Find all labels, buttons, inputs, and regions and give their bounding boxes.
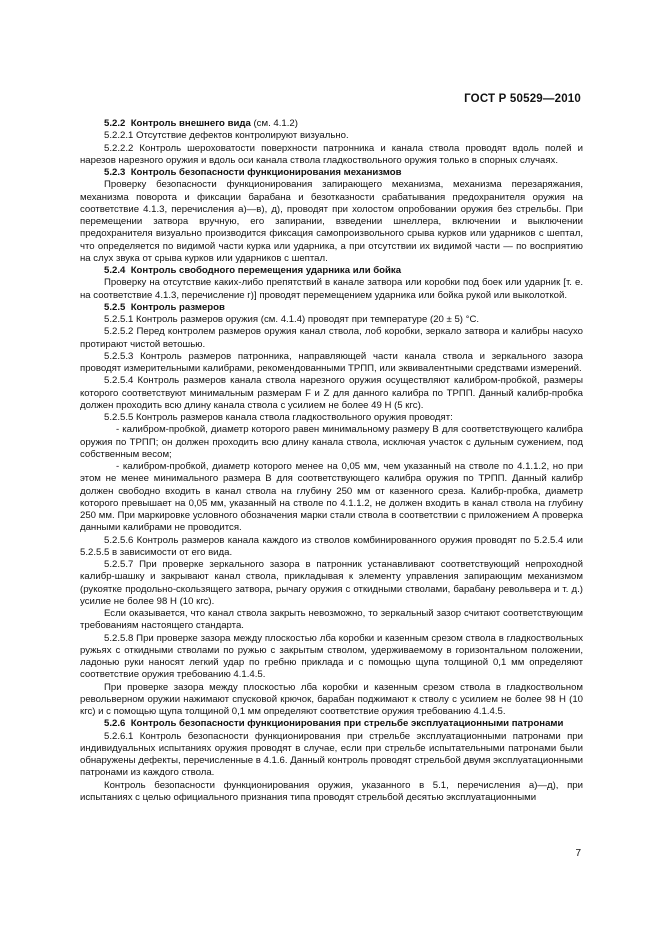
section-number: 5.2.3: [104, 167, 126, 178]
paragraph: 5.2.5.5 Контроль размеров канала ствола гладкоствольного оружия проводят:: [104, 412, 453, 423]
section-title: Контроль безопасности функционирования механизмов: [130, 167, 402, 178]
section-title: Контроль размеров: [130, 301, 225, 313]
paragraph: 5.2.5.8 При проверке зазора между плоскостью лба коробки и казенным срезом ствола в гладкоствольных ружьях с откидными стволами по ружью с закрытым стволом, удерживаемому в горизонтальном положении, ладонью руки наносят легкий удар по гребню приклада и с помощью щупа толщиной 0,1 мм определяют соответствие оружия требованию 4.1.4.5.: [80, 632, 583, 681]
paragraph: 5.2.5.6 Контроль размеров канала каждого из стволов комбинированного оружия проводят по 5.2.5.4 или 5.2.5.5 в зависимости от его вида.: [80, 534, 583, 558]
section-number: 5.2.2: [104, 118, 126, 129]
list-item: - калибром-пробкой, диаметр которого равен минимальному размеру B для соответствующего калибра оружия по ТРПП; он должен проходить всю длину канала ствола, исключая участок с дульным сужением, под собственным весом;: [80, 424, 583, 460]
paragraph: При проверке зазора между плоскостью лба коробки и казенным срезом ствола в гладкоствольном револьверном оружии нажимают спусковой крючок, барабан поджимают к стволу с усилием не более 98 Н (10 кгс) и с помощью щупа толщиной 0,1 мм определяют соответствие оружия требованию 4.1.4.5.: [80, 681, 583, 717]
paragraph: [80, 265, 583, 277]
paragraph: 5.2.5.4 Контроль размеров канала ствола нарезного оружия осуществляют калибром-пробкой, размеры которого соответствуют минимальным размерам F и Z для данного калибра по ТРПП. Данный калибр-пробка должен проходить всю длину канала ствола с усилием не более 49 Н (5 кгс).: [80, 375, 583, 411]
paragraph: [80, 718, 583, 730]
section-title: Контроль свободного перемещения ударника или бойка: [130, 265, 402, 276]
paragraph: 5.2.2.2 Контроль шероховатости поверхности патронника и канала ствола проводят вдоль полей и нарезов нарезного оружия и вдоль оси канала ствола гладкоствольного оружия только в спорных случаях.: [80, 142, 583, 166]
page-number: 7: [575, 848, 581, 859]
paragraph: 5.2.5.1 Контроль размеров оружия (см. 4.1.4) проводят при температуре (20 ± 5) °С.: [104, 314, 480, 325]
section-number: 5.2.5: [104, 301, 126, 313]
paragraph-text: (см. 4.1.2): [250, 118, 298, 129]
paragraph: 5.2.6.1 Контроль безопасности функционирования при стрельбе эксплуатационными патронами при индивидуальных испытаниях оружия проводят в случае, если при стрельбе испытательными патронами были обнаружены дефекты, перечисленные в 4.1.6. Данный контроль проводят стрельбой двумя эксплуатационными патронами из каждого ствола.: [80, 730, 583, 779]
list-item: - калибром-пробкой, диаметр которого менее на 0,05 мм, чем указанный на стволе по 4.1.1.2, но при этом не менее минимального размера B для соответствующего калибра оружия по ТРПП. Данный калибр должен свободно входить в канал ствола на глубину 250 мм от казенного среза. Калибр-пробка, диаметр которого превышает на 0,05 мм, указанный на стволе по 4.1.1.2, не должен входить в канал ствола на глубину 250 мм. При маркировке условного обозначения марки стали ствола в соответствии с приложением А проверка данными калибрами не проводится.: [80, 461, 583, 534]
paragraph: [80, 167, 583, 179]
paragraph: [80, 302, 583, 314]
paragraph: 5.2.2.1 Отсутствие дефектов контролируют визуально.: [104, 130, 349, 142]
section-title: Контроль безопасности функционирования при стрельбе эксплуатационными патронами: [130, 718, 564, 730]
paragraph: 5.2.5.7 При проверке зеркального зазора в патронник устанавливают соответствующий непроходной калибр-шашку и закрывают канал ствола, прикладывая к элементу управления запирающим механизмом (рукоятке продольно-скользящего затвора, рычагу оружия с откидными стволами, барабану револьвера и т. д.) усилие не более 98 Н (10 кгс).: [80, 559, 583, 607]
document-body: [80, 118, 583, 804]
paragraph: 5.2.5.2 Перед контролем размеров оружия канал ствола, лоб коробки, зеркало затвора и калибры насухо протирают чистой ветошью.: [80, 326, 583, 350]
section-number: 5.2.6: [104, 718, 126, 730]
section-number: 5.2.4: [104, 265, 126, 276]
paragraph: Контроль безопасности функционирования оружия, указанного в 5.1, перечисления а)—д), при испытаниях с целью официального признания типа проводят стрельбой десятью эксплуатационными: [80, 779, 583, 803]
paragraph: Проверку безопасности функционирования запирающего механизма, механизма перезаряжания, механизма поворота и фиксации барабана и безотказности срабатывания предохранителя оружия на соответствие 4.1.3, перечисления а)—в), д), проводят при холостом опробовании оружия без стрельбы. При перемещении затвора вручную, его запирании, взведении шнеллера, включении и выключении предохранителя визуально производится фиксация самопроизвольного срыва курков или ударников с шептал, что определяется по видимой части курка или ударника, а при отсутствии их видимой части — по восприятию на слух звука от срыва курков или ударников с шептал.: [80, 179, 583, 264]
section-title: Контроль внешнего вида: [130, 118, 251, 129]
standard-designation: ГОСТ Р 50529—2010: [464, 93, 581, 105]
paragraph: 5.2.5.3 Контроль размеров патронника, направляющей части канала ствола и зеркального зазора проводят измерительными калибрами, рекомендованными ТРПП, или эквивалентными средствами измерений.: [80, 350, 583, 374]
paragraph: [80, 118, 583, 130]
paragraph: Проверку на отсутствие каких-либо препятствий в канале затвора или коробки под боек или ударник [т. е. на соответствие 4.1.3, перечисление г)] проводят перемещением ударника или бойка рукой или выколоткой.: [80, 277, 583, 301]
paragraph: Если оказывается, что канал ствола закрыть невозможно, то зеркальный зазор считают соответствующим требованиям настоящего стандарта.: [80, 608, 583, 632]
